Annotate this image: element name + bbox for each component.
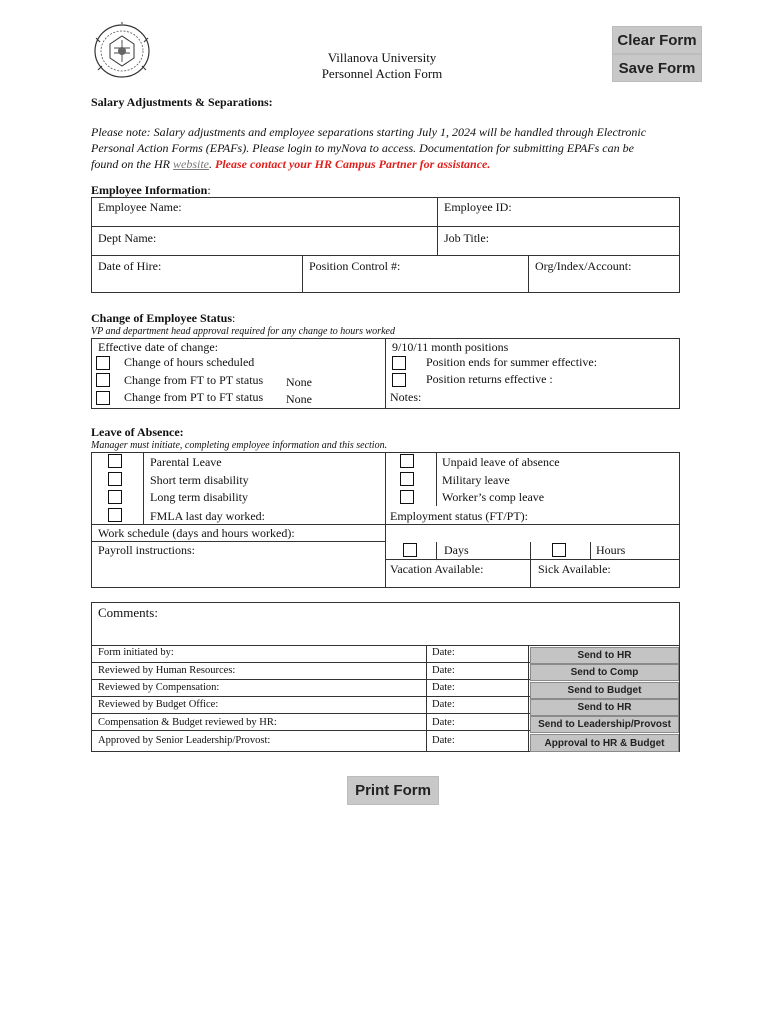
parental-leave-label: Parental Leave — [150, 455, 222, 469]
leave-row-divider — [385, 559, 680, 560]
employment-status-label: Employment status (FT/PT): — [390, 509, 528, 523]
send-to-hr-button-2[interactable]: Send to HR — [530, 699, 679, 716]
hire-date-label: Date of Hire: — [98, 259, 162, 273]
leave-section-heading: Leave of Absence: — [91, 425, 184, 439]
form-title: Personnel Action Form — [321, 66, 443, 81]
days-checkbox[interactable] — [403, 543, 417, 557]
send-to-budget-button[interactable]: Send to Budget — [530, 682, 679, 699]
leave-column-divider — [436, 542, 437, 559]
ft-to-pt-value[interactable]: None — [286, 375, 312, 389]
employee-info-heading-colon: : — [207, 183, 211, 197]
salary-note — [91, 124, 646, 172]
workers-comp-label: Worker’s comp leave — [442, 490, 545, 504]
salary-note-line-3-prefix: found on the HR — [91, 157, 173, 171]
approval-date-label: Date: — [432, 717, 455, 728]
salary-section-heading: Salary Adjustments & Separations: — [91, 95, 273, 109]
vacation-available-label: Vacation Available: — [390, 562, 484, 576]
approval-divider — [528, 697, 529, 713]
approval-divider — [528, 646, 529, 662]
pt-to-ft-value[interactable]: None — [286, 392, 312, 406]
send-to-comp-button[interactable]: Send to Comp — [530, 664, 679, 681]
salary-note-line-1: Please note: Salary adjustments and employee separations starting July 1, 2024 will be handled through Electronic — [91, 125, 647, 139]
short-term-disability-label: Short term disability — [150, 473, 249, 487]
approval-date-label: Date: — [432, 665, 455, 676]
hours-change-label: Change of hours scheduled — [124, 355, 255, 369]
ft-to-pt-checkbox[interactable] — [96, 373, 110, 387]
salary-note-period: . — [209, 157, 212, 171]
military-leave-label: Military leave — [442, 473, 510, 487]
save-form-button[interactable]: Save Form — [612, 54, 702, 82]
employee-info-heading — [91, 183, 211, 198]
unpaid-leave-label: Unpaid leave of absence — [442, 455, 560, 469]
approval-divider — [426, 714, 427, 730]
employee-id-label: Employee ID: — [444, 200, 512, 214]
approval-divider — [528, 714, 529, 730]
clear-form-button[interactable]: Clear Form — [612, 26, 702, 54]
approval-divider — [426, 680, 427, 696]
long-term-disability-label: Long term disability — [150, 490, 248, 504]
approval-label: Compensation & Budget reviewed by HR: — [98, 717, 277, 728]
employee-info-heading-text: Employee Information — [91, 183, 208, 197]
sick-available-label: Sick Available: — [538, 562, 611, 576]
dept-name-field[interactable] — [91, 226, 438, 256]
approval-label: Form initiated by: — [98, 647, 174, 658]
salary-note-line-3 — [91, 156, 646, 172]
position-control-label: Position Control #: — [309, 259, 401, 273]
short-term-disability-checkbox[interactable] — [108, 472, 122, 486]
payroll-instructions-label: Payroll instructions: — [98, 543, 195, 557]
leave-column-divider — [590, 542, 591, 559]
unpaid-leave-checkbox[interactable] — [400, 454, 414, 468]
approval-date-label: Date: — [432, 647, 455, 658]
org-index-account-label: Org/Index/Account: — [535, 259, 632, 273]
approval-label: Reviewed by Budget Office: — [98, 699, 219, 710]
days-label: Days — [444, 543, 469, 557]
approval-divider — [528, 731, 529, 751]
fmla-checkbox[interactable] — [108, 508, 122, 522]
leave-column-divider — [530, 542, 531, 588]
status-section-note: VP and department head approval required for any change to hours worked — [91, 326, 395, 337]
approval-date-label: Date: — [432, 735, 455, 746]
approval-divider — [426, 663, 427, 679]
position-control-field[interactable] — [302, 255, 529, 293]
contact-hr-note: Please contact your HR Campus Partner for assistance. — [215, 157, 491, 171]
approval-to-hr-budget-button[interactable]: Approval to HR & Budget — [530, 734, 679, 752]
status-section-heading — [91, 311, 235, 326]
job-title-field[interactable] — [437, 226, 680, 256]
parental-leave-checkbox[interactable] — [108, 454, 122, 468]
position-ends-checkbox[interactable] — [392, 356, 406, 370]
comments-label: Comments: — [98, 605, 158, 620]
leave-column-divider — [385, 452, 386, 588]
approval-label: Reviewed by Compensation: — [98, 682, 220, 693]
long-term-disability-checkbox[interactable] — [108, 490, 122, 504]
leave-column-divider — [436, 452, 437, 506]
work-schedule-label: Work schedule (days and hours worked): — [98, 526, 295, 540]
pt-to-ft-checkbox[interactable] — [96, 391, 110, 405]
approval-divider — [426, 697, 427, 713]
fmla-label: FMLA last day worked: — [150, 509, 265, 523]
month-positions-label: 9/10/11 month positions — [392, 340, 509, 354]
university-seal-logo — [92, 22, 152, 80]
employee-name-label: Employee Name: — [98, 200, 182, 214]
ft-to-pt-label: Change from FT to PT status — [124, 373, 264, 387]
position-ends-label: Position ends for summer effective: — [426, 355, 598, 369]
status-column-divider — [385, 338, 386, 409]
employee-id-field[interactable] — [437, 197, 680, 227]
dept-name-label: Dept Name: — [98, 231, 157, 245]
hours-checkbox[interactable] — [552, 543, 566, 557]
job-title-label: Job Title: — [444, 231, 490, 245]
org-index-account-field[interactable] — [528, 255, 680, 293]
status-section-heading-text: Change of Employee Status — [91, 311, 233, 325]
hours-label: Hours — [596, 543, 626, 557]
hours-change-checkbox[interactable] — [96, 356, 110, 370]
leave-section-note: Manager must initiate, completing employee information and this section. — [91, 440, 388, 451]
position-returns-label: Position returns effective : — [426, 372, 553, 386]
hr-website-link[interactable]: website — [173, 157, 209, 171]
military-leave-checkbox[interactable] — [400, 472, 414, 486]
send-to-hr-button[interactable]: Send to HR — [530, 647, 679, 664]
approval-divider — [528, 680, 529, 696]
pt-to-ft-label: Change from PT to FT status — [124, 390, 264, 404]
print-form-button[interactable]: Print Form — [347, 776, 439, 805]
approval-date-label: Date: — [432, 699, 455, 710]
university-name: Villanova University — [327, 50, 437, 65]
send-to-leadership-provost-button[interactable]: Send to Leadership/Provost — [530, 716, 679, 733]
approval-divider — [426, 646, 427, 662]
status-notes-label: Notes: — [390, 390, 422, 404]
comments-field[interactable] — [91, 602, 680, 646]
effective-date-label: Effective date of change: — [98, 340, 219, 354]
employee-name-field[interactable] — [91, 197, 438, 227]
leave-column-divider — [143, 452, 144, 524]
workers-comp-checkbox[interactable] — [400, 490, 414, 504]
status-section-heading-colon: : — [232, 311, 236, 325]
salary-note-line-2: Personal Action Forms (EPAFs). Please login to myNova to access. Documentation for submitting EPAFs can be — [91, 141, 634, 155]
approval-label: Reviewed by Human Resources: — [98, 665, 236, 676]
position-returns-checkbox[interactable] — [392, 373, 406, 387]
approval-divider — [426, 731, 427, 751]
hire-date-field[interactable] — [91, 255, 303, 293]
leave-row-divider — [91, 541, 385, 542]
approval-date-label: Date: — [432, 682, 455, 693]
approval-label: Approved by Senior Leadership/Provost: — [98, 735, 271, 746]
approval-divider — [528, 663, 529, 679]
